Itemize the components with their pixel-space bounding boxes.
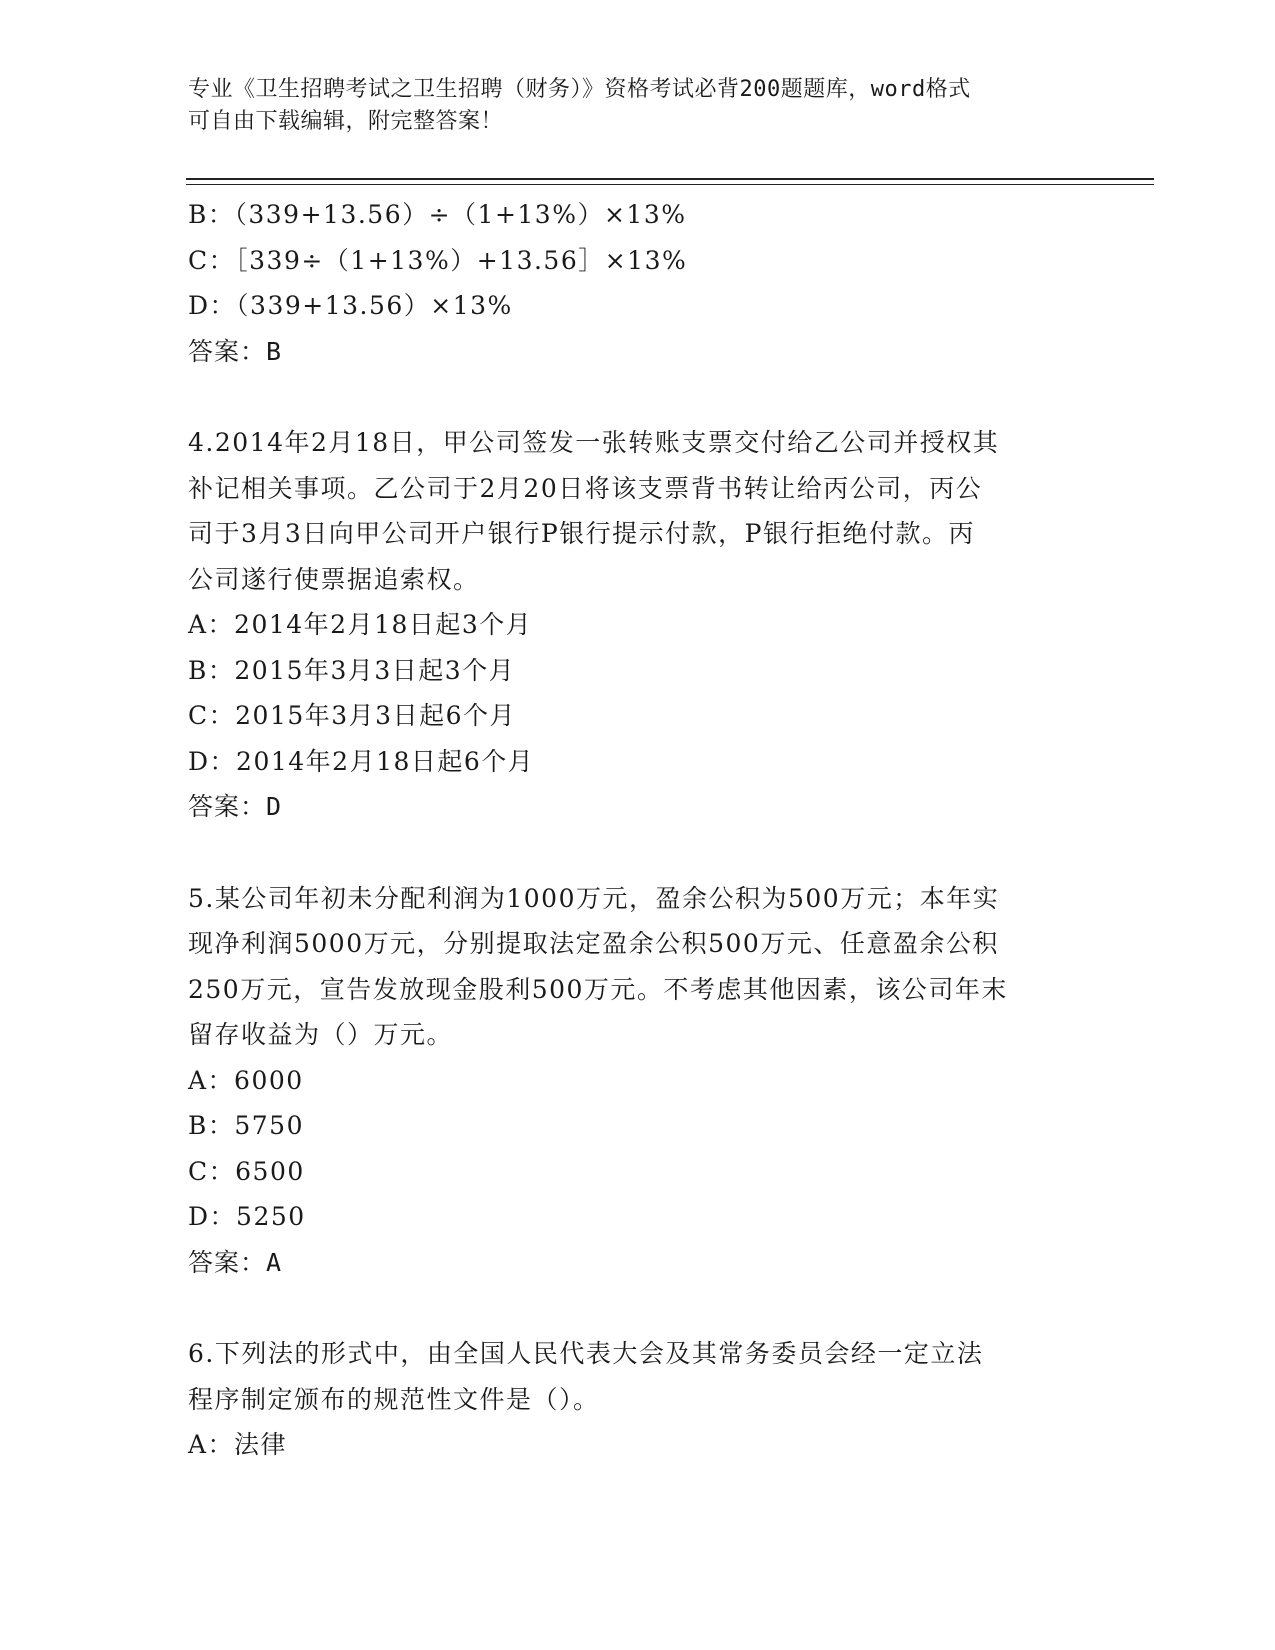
option-b: B：2015年3月3日起3个月 <box>188 655 516 685</box>
question-stem-line: 留存收益为（）万元。 <box>188 1020 454 1049</box>
option-b: B：5750 <box>188 1111 304 1140</box>
spacer <box>188 1285 1088 1331</box>
header-line-1: 专业《卫生招聘考试之卫生招聘（财务）》资格考试必背200题题库，word格式 <box>188 77 971 102</box>
header-line-2: 可自由下载编辑，附完整答案！ <box>188 109 504 134</box>
option-c: C：6500 <box>188 1156 305 1186</box>
option-d: D：5250 <box>188 1202 306 1231</box>
question-stem-line: 5.某公司年初未分配利润为1000万元，盈余公积为500万元；本年实 <box>188 883 1000 913</box>
question-stem-line: 4.2014年2月18日，甲公司签发一张转账支票交付给乙公司并授权其 <box>188 428 1000 457</box>
question-stem-line: 程序制定颁布的规范性文件是（）。 <box>188 1384 600 1414</box>
document-body <box>188 192 1088 1468</box>
question-stem-line: 补记相关事项。乙公司于2月20日将该支票背书转让给丙公司，丙公 <box>188 473 983 503</box>
option-b: B：（339+13.56）÷（1+13%）×13% <box>188 200 687 229</box>
option-d: D：2014年2月18日起6个月 <box>188 746 535 776</box>
option-a: A：法律 <box>188 1430 288 1459</box>
question-stem-line: 现净利润5000万元，分别提取法定盈余公积500万元、任意盈余公积 <box>188 929 999 958</box>
question-3-tail <box>188 192 1088 374</box>
answer-line: 答案：A <box>188 1247 283 1277</box>
spacer <box>188 374 1088 420</box>
answer-line: 答案：D <box>188 792 283 821</box>
spacer <box>188 830 1088 876</box>
question-stem-line: 6.下列法的形式中，由全国人民代表大会及其常务委员会经一定立法 <box>188 1339 984 1368</box>
option-d: D：（339+13.56）×13% <box>188 291 513 320</box>
question-stem-line: 公司遂行使票据追索权。 <box>188 564 480 594</box>
answer-line: 答案：B <box>188 336 283 366</box>
option-c: C：［339÷（1+13%）+13.56］×13% <box>188 245 688 275</box>
question-stem-line: 250万元，宣告发放现金股利500万元。不考虑其他因素，该公司年末 <box>188 974 1008 1004</box>
header-rule-thin <box>186 184 1154 185</box>
question-4 <box>188 420 1088 830</box>
question-stem-line: 司于3月3日向甲公司开户银行P银行提示付款，P银行拒绝付款。丙 <box>188 519 975 548</box>
option-c: C：2015年3月3日起6个月 <box>188 701 516 730</box>
header-rule-thick <box>186 178 1154 180</box>
document-header <box>188 74 1088 138</box>
question-5 <box>188 876 1088 1286</box>
option-a: A：6000 <box>188 1065 304 1095</box>
question-6 <box>188 1331 1088 1468</box>
option-a: A：2014年2月18日起3个月 <box>188 610 533 639</box>
